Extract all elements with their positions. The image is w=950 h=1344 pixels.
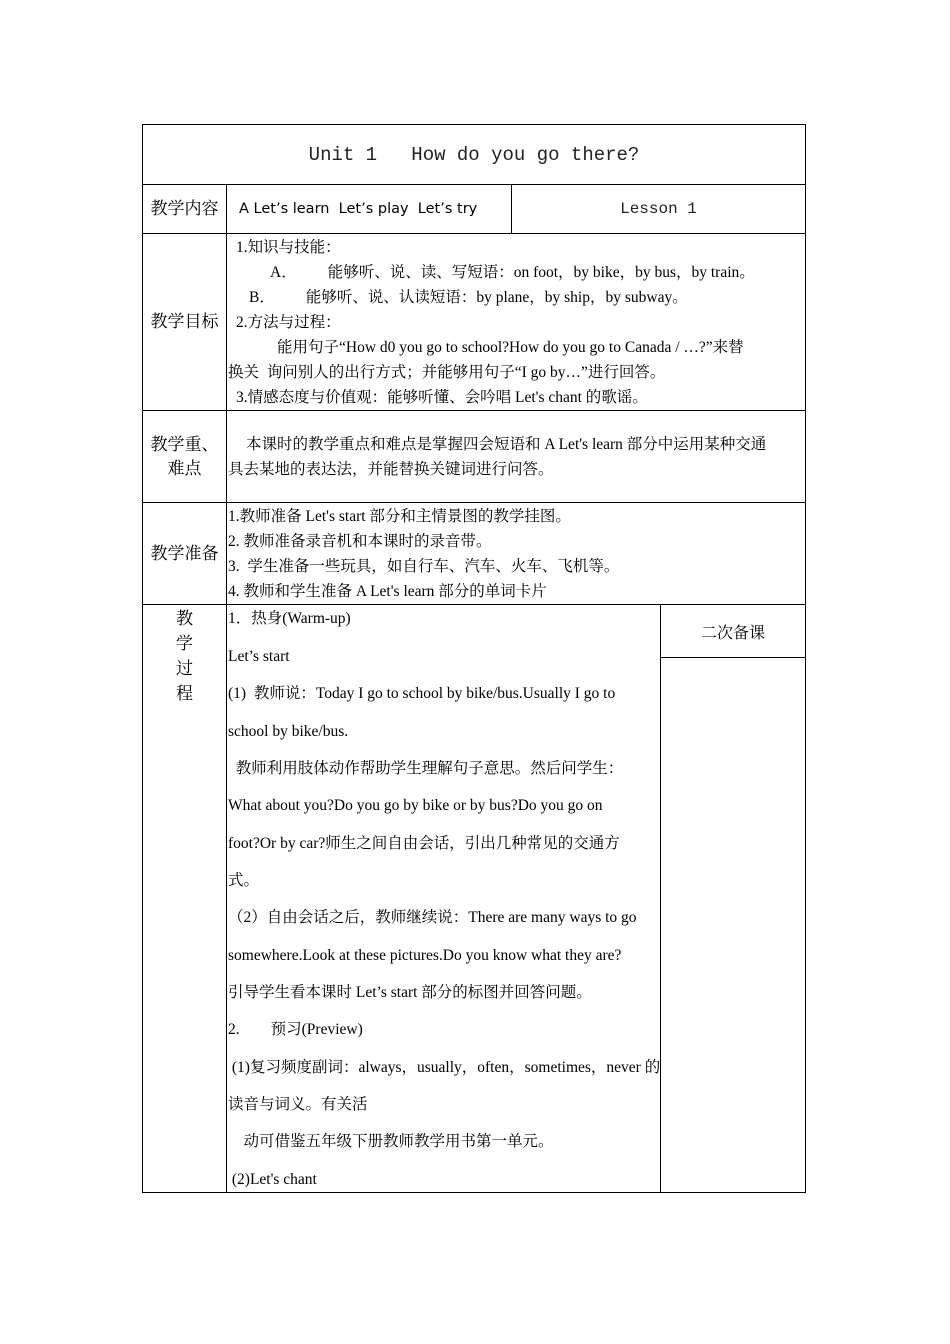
lesson-parts: A Let’s learn Let’s play Let’s try (239, 201, 478, 217)
process-label-char: 程 (176, 684, 193, 704)
process-line: 教师利用肢体动作帮助学生理解句子意思。然后问学生： (228, 760, 624, 777)
process-line: Let’s start (228, 648, 290, 665)
key-points-line: 具去某地的表达法，并能替换关键词进行问答。 (228, 461, 554, 478)
goals-line: 换关 询问别人的出行方式；并能够用句子“I go by…”进行回答。 (228, 364, 666, 381)
row-divider (142, 233, 806, 234)
process-line: somewhere.Look at these pictures.Do you know what they are? (228, 947, 622, 964)
process-line: 引导学生看本课时 Let’s start 部分的标图并回答问题。 (228, 984, 592, 1001)
process-line: (2)Let's chant (228, 1171, 317, 1188)
process-line: （2）自由会话之后，教师继续说：There are many ways to go (228, 909, 637, 926)
goals-line: 能用句子“How d0 you go to school?How do you go to Canada / …?”来替 (277, 339, 744, 356)
goals-line: B． 能够听、说、认读短语：by plane，by ship，by subway。 (249, 289, 688, 306)
goals-line: A． 能够听、说、读、写短语：on foot，by bike，by bus，by train。 (270, 264, 755, 281)
process-line: What about you?Do you go by bike or by bus?Do you go on (228, 797, 603, 814)
table-border-right (805, 124, 806, 1193)
process-label-char: 教 (176, 609, 193, 629)
process-line: 1．热身(Warm-up) (228, 610, 351, 627)
goals-line: 2.方法与过程： (236, 314, 341, 331)
process-line: school by bike/bus. (228, 723, 349, 740)
goals-line: 1.知识与技能： (236, 239, 341, 256)
preparation-label: 教学准备 (150, 543, 219, 564)
goals-line: 3.情感态度与价值观：能够听懂、会吟唱 Let's chant 的歌谣。 (236, 389, 648, 406)
row-divider (142, 502, 806, 503)
process-line: 式。 (228, 872, 260, 889)
process-line: foot?Or by car?师生之间自由会话，引出几种常见的交通方 (228, 835, 620, 852)
key-points-label-line: 教学重、 (150, 434, 219, 455)
process-line: 2. 预习(Preview) (228, 1021, 363, 1038)
process-line: (1) 教师说：Today I go to school by bike/bus.Usually I go to (228, 685, 616, 702)
side-column-divider (660, 604, 661, 1193)
process-line: (1)复习频度副词：always，usually，often，sometimes，never 的 (228, 1059, 661, 1076)
preparation-line: 1.教师准备 Let's start 部分和主情景图的教学挂图。 (228, 508, 571, 525)
content-label: 教学内容 (150, 199, 219, 219)
table-border-bottom (142, 1192, 806, 1193)
process-label-char: 学 (176, 634, 193, 654)
process-label (143, 607, 226, 707)
process-line: 读音与词义。有关活 (228, 1096, 368, 1113)
row-divider (142, 410, 806, 411)
lesson-number: Lesson 1 (620, 200, 697, 218)
side-header-divider (660, 657, 806, 658)
preparation-line: 2. 教师准备录音机和本课时的录音带。 (228, 533, 492, 550)
goals-label: 教学目标 (150, 312, 219, 332)
process-label-char: 过 (176, 659, 193, 679)
key-points-label (143, 411, 226, 502)
page-title: Unit 1 How do you go there? (308, 143, 640, 166)
preparation-line: 3. 学生准备一些玩具，如自行车、汽车、火车、飞机等。 (228, 558, 620, 575)
process-line: 动可借鉴五年级下册教师教学用书第一单元。 (228, 1133, 554, 1150)
second-prep-header: 二次备课 (700, 624, 765, 642)
key-points-line: 本课时的教学重点和难点是掌握四会短语和 A Let's learn 部分中运用某种交通 (246, 436, 767, 453)
label-column-divider (226, 184, 227, 1193)
key-points-label-line: 难点 (167, 458, 202, 479)
preparation-line: 4. 教师和学生准备 A Let's learn 部分的单词卡片 (228, 583, 547, 600)
